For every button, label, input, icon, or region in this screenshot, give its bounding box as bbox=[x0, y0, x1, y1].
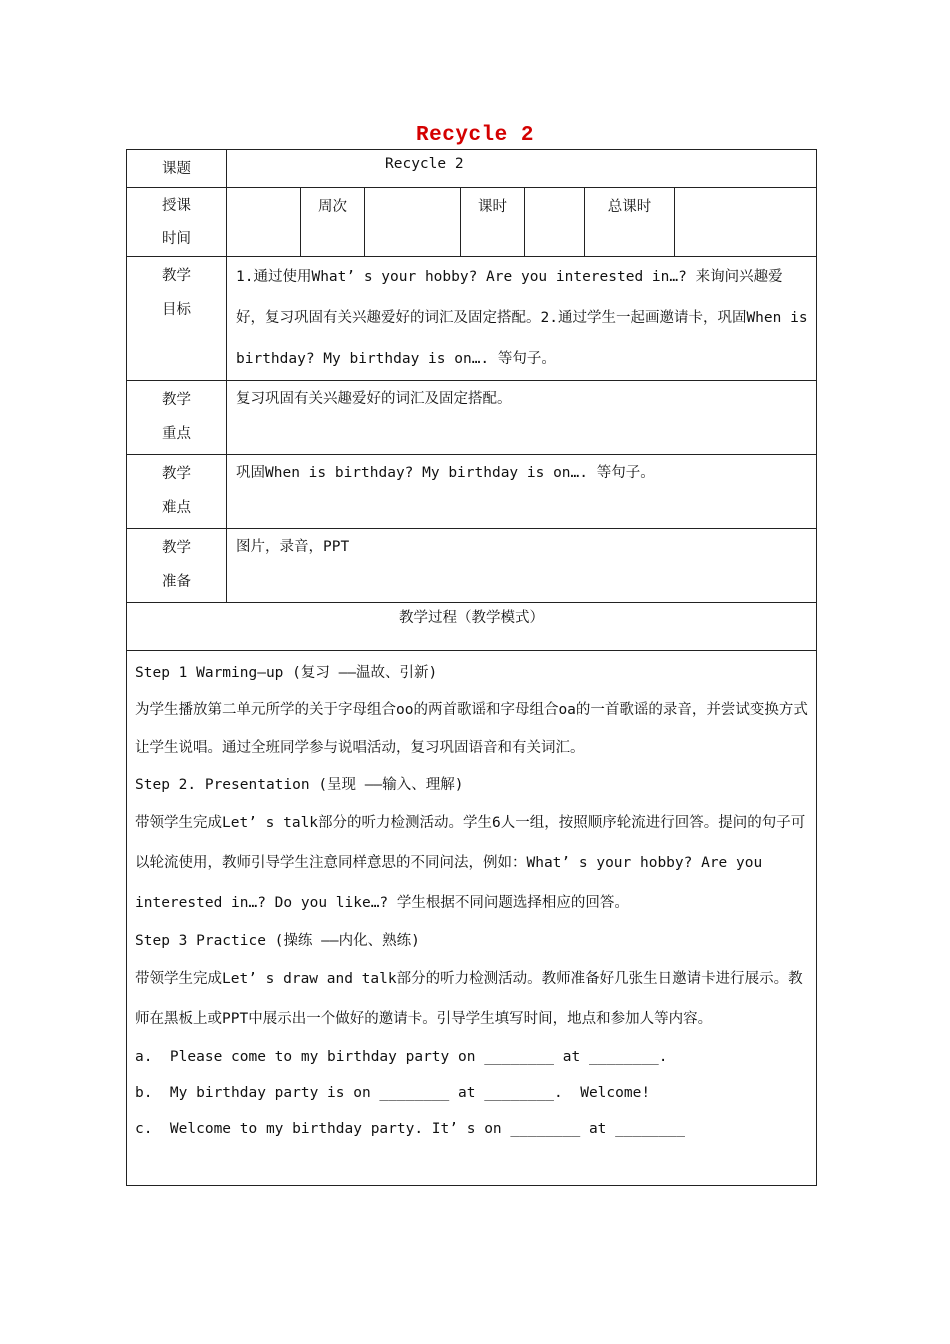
goal-text: 1.通过使用What’ s your hobby? Are you interested in…? 来询问兴趣爱好，复习巩固有关兴趣爱好的词汇及固定搭配。2.通过学生一起画邀请卡，巩固When is birthday? My birthday is on…. 等句子。 bbox=[227, 257, 817, 381]
row-goal bbox=[127, 257, 817, 381]
topic-label: 课题 bbox=[127, 150, 227, 188]
step-1-text: 为学生播放第二单元所学的关于字母组合oo的两首歌谣和字母组合oa的一首歌谣的录音，并尝试变换方式让学生说唱。通过全班同学参与说唱活动，复习巩固语音和有关词汇。 bbox=[135, 702, 808, 756]
row-process-body bbox=[127, 651, 817, 1186]
total-lessons-label: 总课时 bbox=[585, 188, 675, 257]
page-title: Recycle 2 bbox=[416, 124, 534, 147]
prep-label: 教学 准备 bbox=[127, 529, 227, 603]
step-2-heading: Step 2. Presentation (呈现 ——输入、理解) bbox=[135, 777, 464, 793]
difficulty-text: 巩固When is birthday? My birthday is on…. 等句子。 bbox=[227, 455, 817, 529]
example-c: c. Welcome to my birthday party. It’ s on ________ at ________ bbox=[135, 1121, 685, 1137]
week-label: 周次 bbox=[301, 188, 365, 257]
row-topic bbox=[127, 150, 817, 188]
process-body bbox=[127, 651, 817, 1186]
row-process-heading bbox=[127, 603, 817, 651]
lesson-value-cell bbox=[525, 188, 585, 257]
example-b: b. My birthday party is on ________ at ________. Welcome! bbox=[135, 1085, 651, 1101]
topic-value: Recycle 2 bbox=[385, 156, 464, 172]
row-difficulty bbox=[127, 455, 817, 529]
goal-label: 教学 目标 bbox=[127, 257, 227, 381]
prep-text: 图片，录音，PPT bbox=[227, 529, 817, 603]
process-heading: 教学过程（教学模式） bbox=[127, 603, 817, 651]
total-lessons-value-cell bbox=[675, 188, 817, 257]
lesson-label: 课时 bbox=[461, 188, 525, 257]
week-value-cell bbox=[365, 188, 461, 257]
step-3-heading: Step 3 Practice (操练 ——内化、熟练) bbox=[135, 933, 420, 949]
row-time bbox=[127, 188, 817, 257]
step-2-text: 带领学生完成Let’ s talk部分的听力检测活动。学生6人一组，按照顺序轮流进行回答。提问的句子可以轮流使用，教师引导学生注意同样意思的不同问法，例如：What’ s your hobby? Are you interested in…? Do you like…? 学生根据不同问题选择相应的回答。 bbox=[135, 815, 806, 911]
row-key bbox=[127, 381, 817, 455]
difficulty-label: 教学 难点 bbox=[127, 455, 227, 529]
time-label: 授课 时间 bbox=[127, 188, 227, 257]
lesson-plan-table bbox=[126, 149, 817, 1186]
topic-value-cell bbox=[227, 150, 817, 188]
step-3-text: 带领学生完成Let’ s draw and talk部分的听力检测活动。教师准备好几张生日邀请卡进行展示。教师在黑板上或PPT中展示出一个做好的邀请卡。引导学生填写时间，地点和参加人等内容。 bbox=[135, 971, 803, 1027]
row-prep bbox=[127, 529, 817, 603]
step-1-heading: Step 1 Warming—up (复习 ——温故、引新) bbox=[135, 665, 438, 681]
time-date-cell bbox=[227, 188, 301, 257]
key-label: 教学 重点 bbox=[127, 381, 227, 455]
key-text: 复习巩固有关兴趣爱好的词汇及固定搭配。 bbox=[227, 381, 817, 455]
example-a: a. Please come to my birthday party on ________ at ________. bbox=[135, 1049, 668, 1065]
